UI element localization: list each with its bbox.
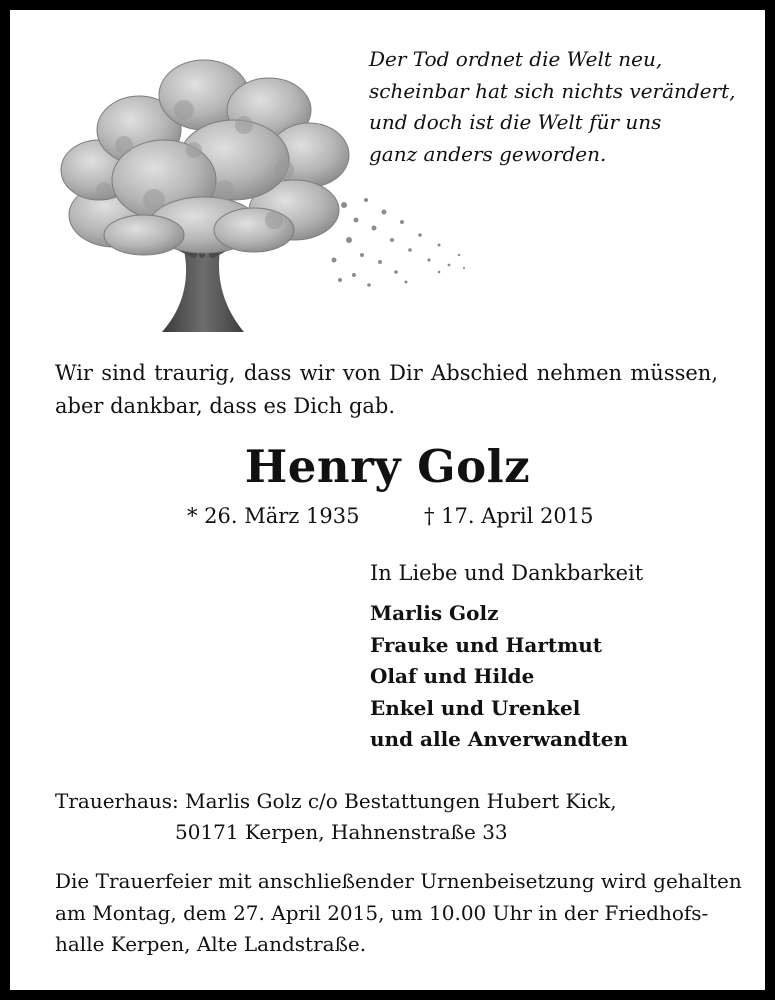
quote-line: ganz anders geworden. — [369, 141, 607, 166]
ceremony-info — [55, 866, 742, 961]
ceremony-line: am Montag, dem 27. April 2015, um 10.00 Uhr in der Friedhofs- — [55, 900, 709, 925]
mourners-list — [370, 598, 628, 756]
mourners-intro: In Liebe und Dankbarkeit — [370, 561, 644, 585]
birth-date: * 26. März 1935 — [187, 504, 360, 528]
intro-text: Wir sind traurig, dass wir von Dir Abschied nehmen müssen, aber dankbar, dass es Dich gab. — [55, 361, 718, 418]
mourner-name: Olaf und Hilde — [370, 664, 535, 688]
quote-line: und doch ist die Welt für uns — [369, 110, 662, 134]
quote-line: scheinbar hat sich nichts verändert, — [369, 78, 736, 103]
quote-line: Der Tod ordnet die Welt neu, — [369, 47, 663, 71]
trauerhaus-line: Trauerhaus: Marlis Golz c/o Bestattungen Hubert Kick, — [55, 789, 617, 813]
ceremony-line: Die Trauerfeier mit anschließender Urnenbeisetzung wird gehalten — [55, 869, 742, 893]
deceased-name: Henry Golz — [244, 440, 531, 493]
ceremony-line: halle Kerpen, Alte Landstraße. — [55, 932, 367, 956]
mourner-name: Frauke und Hartmut — [370, 632, 603, 657]
trauerhaus-address — [55, 786, 617, 848]
trauerhaus-line: 50171 Kerpen, Hahnenstraße 33 — [175, 820, 508, 844]
mourner-name: Enkel und Urenkel — [370, 695, 581, 720]
quote — [369, 44, 736, 170]
mourner-name: und alle Anverwandten — [370, 727, 629, 751]
death-date: † 17. April 2015 — [424, 504, 594, 528]
mourner-name: Marlis Golz — [370, 601, 499, 625]
